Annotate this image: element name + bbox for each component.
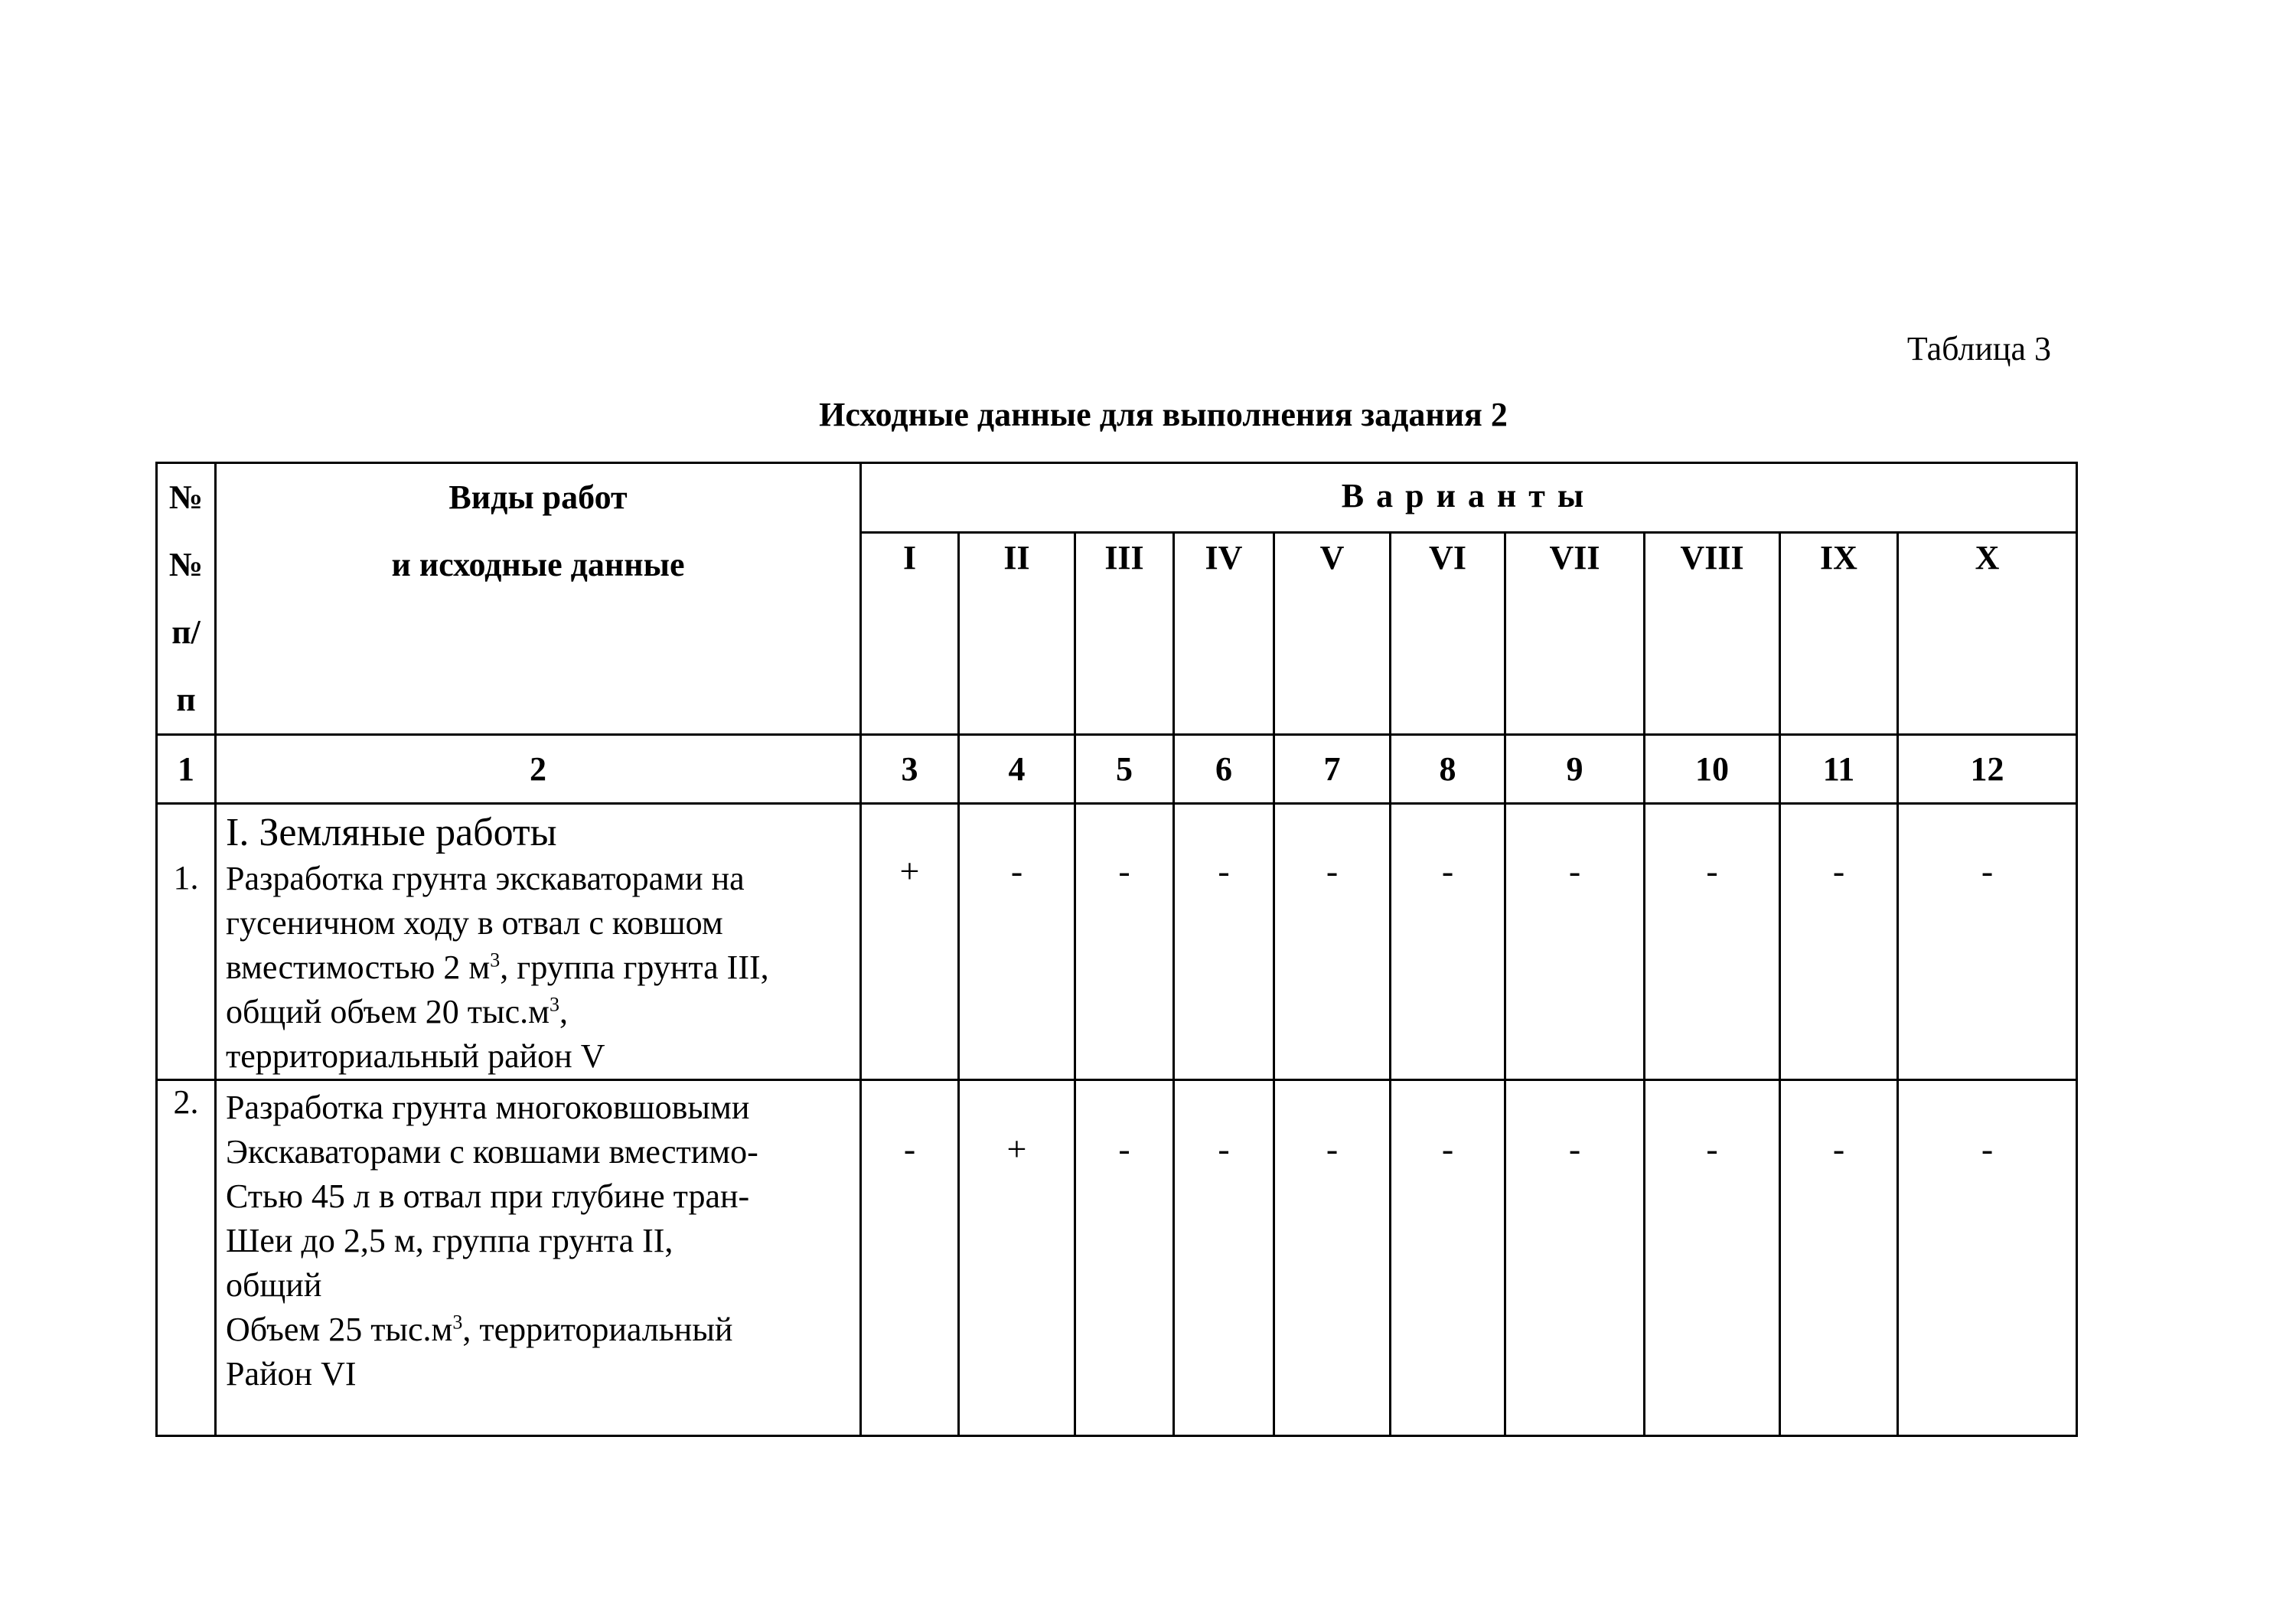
description-line: Разработка грунта многоковшовыми [226,1089,750,1126]
header-works-line: и исходные данные [391,546,685,583]
column-number: 6 [1174,735,1274,804]
header-number-line: № [168,478,204,516]
variant-header: I [861,532,959,735]
superscript: 3 [490,949,501,972]
description-line: вместимостью 2 $м^3$, группа грунта III, [226,949,769,986]
table-caption: Таблица 3 [1906,330,2051,367]
header-number-line: п [176,681,196,718]
variant-header: II [959,532,1075,735]
variant-mark: + [861,804,959,1080]
column-number: 11 [1780,735,1898,804]
work-description [216,1080,861,1436]
variant-header: VIII [1645,532,1780,735]
work-description [216,804,861,1080]
description-line: Экскаваторами с ковшами вместимо- [226,1133,758,1171]
variant-mark: - [1898,1080,2077,1436]
table-row [157,1080,2077,1436]
variant-header: IX [1780,532,1898,735]
description-line: общий объем 20 $тыс.м^3$, [226,993,568,1030]
column-number: 8 [1391,735,1505,804]
variant-mark: - [1645,804,1780,1080]
row-number: 2. [157,1080,216,1436]
variant-mark: - [959,804,1075,1080]
column-number: 5 [1075,735,1174,804]
variant-mark: - [1274,804,1391,1080]
superscript: 3 [452,1311,463,1334]
table-title: Исходные данные для выполнения задания 2 [819,396,1508,433]
header-number-line: № [168,546,204,583]
variant-mark: - [1505,1080,1645,1436]
variant-mark: - [1391,1080,1505,1436]
description-line: Район VI [226,1355,357,1393]
variant-mark: + [959,1080,1075,1436]
variant-header: VII [1505,532,1645,735]
column-number: 12 [1898,735,2077,804]
description-line: гусеничном ходу в отвал с ковшом [226,904,723,942]
description-line: Разработка грунта экскаваторами на [226,860,745,897]
variant-mark: - [1075,1080,1174,1436]
variant-mark: - [1780,1080,1898,1436]
column-number: 9 [1505,735,1645,804]
variant-mark: - [1174,1080,1274,1436]
variant-mark: - [861,1080,959,1436]
variant-mark: - [1075,804,1174,1080]
variant-header: III [1075,532,1174,735]
column-number: 1 [157,735,216,804]
column-number: 3 [861,735,959,804]
variant-header: IV [1174,532,1274,735]
column-number: 2 [216,735,861,804]
variant-mark: - [1391,804,1505,1080]
row-number: 1. [157,804,216,1080]
variant-header: VI [1391,532,1505,735]
description-line: Шеи до 2,5 м, группа грунта II, [226,1222,673,1259]
header-works-column [216,463,861,735]
variant-mark: - [1274,1080,1391,1436]
description-line: территориальный район V [226,1037,605,1075]
header-variants: Варианты [861,463,2077,533]
header-number-column [157,463,216,735]
variant-mark: - [1780,804,1898,1080]
column-number: 7 [1274,735,1391,804]
column-number: 4 [959,735,1075,804]
description-line: Стью 45 л в отвал при глубине тран- [226,1177,750,1215]
variant-mark: - [1898,804,2077,1080]
column-number: 10 [1645,735,1780,804]
variant-mark: - [1645,1080,1780,1436]
variant-mark: - [1505,804,1645,1080]
source-data-table [155,462,2078,1437]
table-row [157,804,2077,1080]
variant-mark: - [1174,804,1274,1080]
column-number-row [157,735,2077,804]
header-works-line: Виды работ [448,478,628,516]
description-line: Объем 25 $тыс.м^3$, территориальный [226,1311,733,1348]
header-number-line: п/ [171,613,201,651]
variant-header: X [1898,532,2077,735]
variant-header: V [1274,532,1391,735]
superscript: 3 [549,993,559,1016]
description-line: общий [226,1266,322,1304]
section-heading: I. Земляные работы [226,811,557,854]
